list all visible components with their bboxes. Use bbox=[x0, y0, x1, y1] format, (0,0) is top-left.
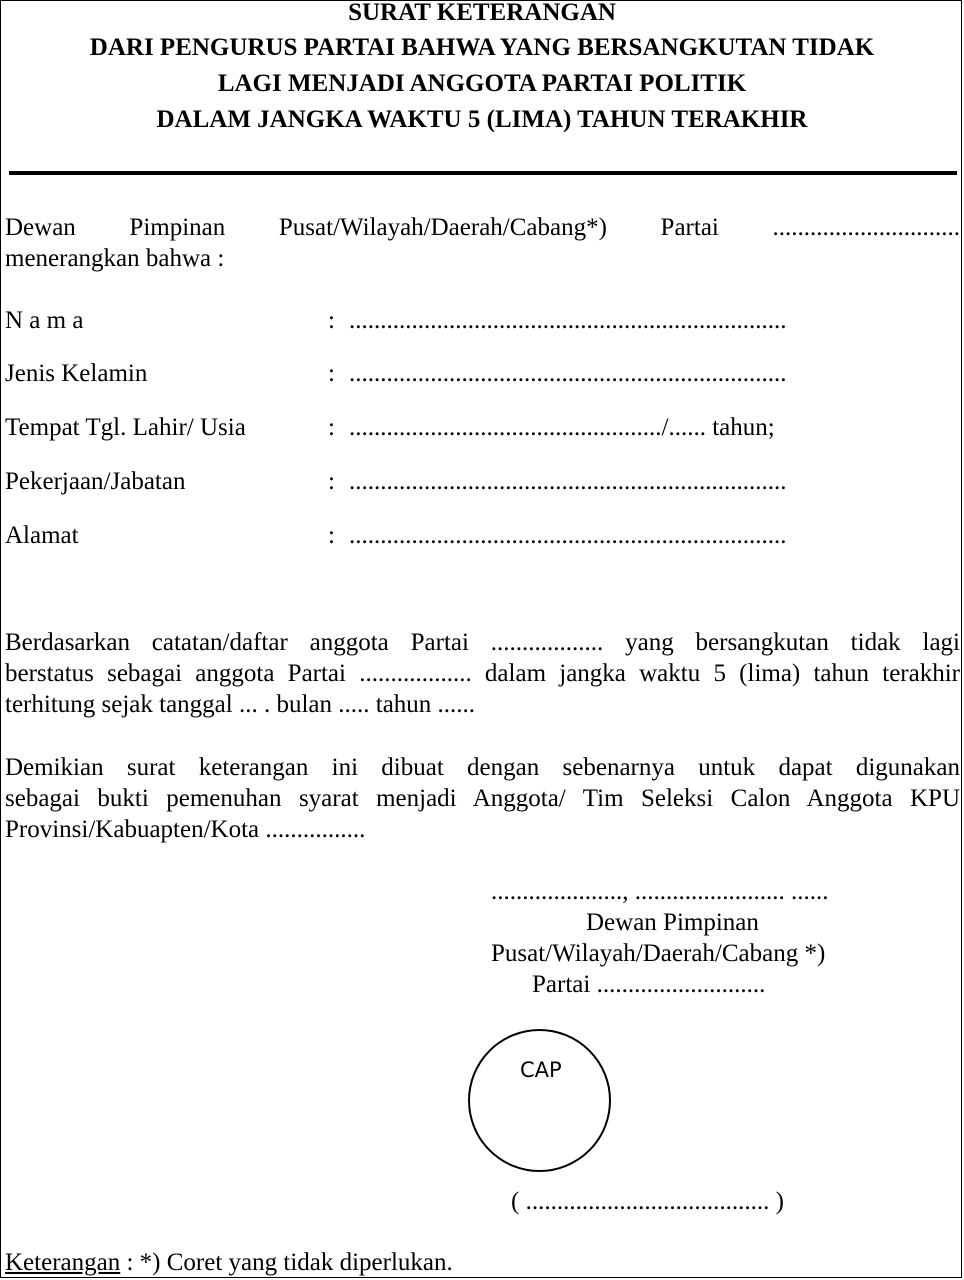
signature-line-2: Pusat/Wilayah/Daerah/Cabang *) bbox=[491, 940, 826, 967]
field-colon: : bbox=[328, 468, 335, 495]
signature-place-date: ....................., ........................ ...... bbox=[491, 878, 829, 905]
field-value: ...................................................................... bbox=[349, 307, 787, 334]
field-colon: : bbox=[328, 414, 335, 441]
field-label: N a m a bbox=[5, 307, 84, 334]
field-label: Jenis Kelamin bbox=[5, 360, 148, 387]
doc-title: SURAT KETERANGAN bbox=[348, 0, 616, 26]
statement-line-3: terhitung sejak tanggal ... . bulan ..... tahun ...... bbox=[5, 691, 476, 718]
closing-line-3: Provinsi/Kabuapten/Kota ................ bbox=[5, 816, 366, 843]
footer-note bbox=[5, 1248, 453, 1278]
signatory-name: ( ....................................... ) bbox=[511, 1188, 784, 1215]
stamp-circle bbox=[468, 1029, 611, 1172]
signature-line-1: Dewan Pimpinan bbox=[586, 909, 759, 936]
closing-line-1: Demikian surat keterangan ini dibuat dengan sebenarnya untuk dapat digunakan bbox=[5, 754, 960, 781]
field-value: ...................................................................... bbox=[349, 360, 787, 387]
field-colon: : bbox=[328, 522, 335, 549]
statement-paragraph bbox=[5, 627, 960, 720]
header-divider bbox=[9, 171, 957, 175]
doc-subtitle-line-3: DALAM JANGKA WAKTU 5 (LIMA) TAHUN TERAKHIR bbox=[156, 106, 808, 133]
field-label: Tempat Tgl. Lahir/ Usia bbox=[5, 414, 246, 441]
footer-note-label: Keterangan bbox=[5, 1249, 121, 1276]
closing-line-2: sebagai bukti pemenuhan syarat menjadi Anggota/ Tim Seleksi Calon Anggota KPU bbox=[5, 785, 960, 812]
doc-subtitle-line-1: DARI PENGURUS PARTAI BAHWA YANG BERSANGKUTAN TIDAK bbox=[89, 34, 875, 61]
field-value: ...................................................................... bbox=[349, 468, 787, 495]
field-value: ...................................................................... bbox=[349, 522, 787, 549]
intro-line-1: Dewan Pimpinan Pusat/Wilayah/Daerah/Cabang*) Partai .............................. bbox=[5, 214, 960, 241]
intro-line-2: menerangkan bahwa : bbox=[5, 245, 225, 272]
statement-line-2: berstatus sebagai anggota Partai .................. dalam jangka waktu 5 (lima) tahun terakhir bbox=[5, 660, 960, 687]
stamp-label: CAP bbox=[520, 1058, 562, 1082]
signature-line-3: Partai ........................... bbox=[532, 971, 766, 998]
footer-note-text: : *) Coret yang tidak diperlukan. bbox=[120, 1249, 453, 1276]
field-colon: : bbox=[328, 360, 335, 387]
field-label: Pekerjaan/Jabatan bbox=[5, 468, 186, 495]
closing-paragraph bbox=[5, 752, 960, 845]
doc-subtitle-line-2: LAGI MENJADI ANGGOTA PARTAI POLITIK bbox=[217, 70, 747, 97]
field-label: Alamat bbox=[5, 522, 79, 549]
field-value: ................................................../...... tahun; bbox=[349, 414, 775, 441]
field-colon: : bbox=[328, 307, 335, 334]
statement-line-1: Berdasarkan catatan/daftar anggota Partai .................. yang bersangkutan tidak lagi bbox=[5, 629, 960, 656]
intro-paragraph bbox=[5, 212, 960, 274]
